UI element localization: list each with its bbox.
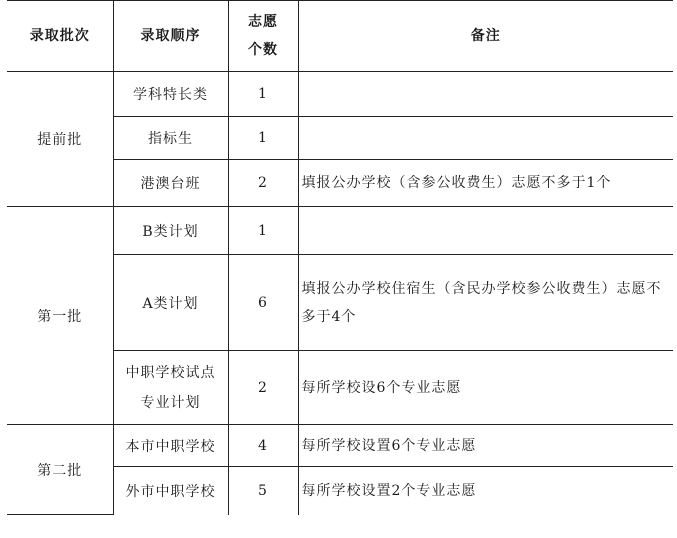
batch-cell: 第二批 [7, 425, 113, 515]
order-cell: 指标生 [113, 117, 228, 160]
note-cell: 每所学校设置6个专业志愿 [298, 425, 673, 467]
count-cell: 1 [228, 117, 298, 160]
note-cell: 每所学校设6个专业志愿 [298, 351, 673, 425]
admission-table [7, 0, 673, 515]
note-cell [298, 117, 673, 160]
header-order: 录取顺序 [113, 1, 228, 72]
header-count [228, 1, 298, 72]
order-cell: 港澳台班 [113, 160, 228, 207]
note-cell: 填报公办学校（含参公收费生）志愿不多于1个 [298, 160, 673, 207]
count-cell: 5 [228, 467, 298, 515]
batch-cell: 第一批 [7, 207, 113, 425]
order-cell [113, 351, 228, 425]
note-cell: 每所学校设置2个专业志愿 [298, 467, 673, 515]
order-cell-text: 中职学校试点专业计划 [125, 364, 216, 411]
table-row [7, 425, 673, 467]
order-cell: 本市中职学校 [113, 425, 228, 467]
order-cell: A类计划 [113, 255, 228, 351]
header-batch: 录取批次 [7, 1, 113, 72]
order-cell: 外市中职学校 [113, 467, 228, 515]
count-cell: 2 [228, 160, 298, 207]
note-cell [298, 72, 673, 117]
header-note: 备注 [298, 1, 673, 72]
note-cell [298, 207, 673, 255]
count-cell: 1 [228, 207, 298, 255]
count-cell: 4 [228, 425, 298, 467]
count-cell: 1 [228, 72, 298, 117]
count-cell: 6 [228, 255, 298, 351]
table-row [7, 207, 673, 255]
note-cell: 填报公办学校住宿生（含民办学校参公收费生）志愿不多于4个 [298, 255, 673, 351]
order-cell: 学科特长类 [113, 72, 228, 117]
table-row [7, 72, 673, 117]
table-header-row [7, 1, 673, 72]
order-cell: B类计划 [113, 207, 228, 255]
batch-cell: 提前批 [7, 72, 113, 207]
count-cell: 2 [228, 351, 298, 425]
header-count-text: 志愿 个数 [248, 14, 278, 58]
